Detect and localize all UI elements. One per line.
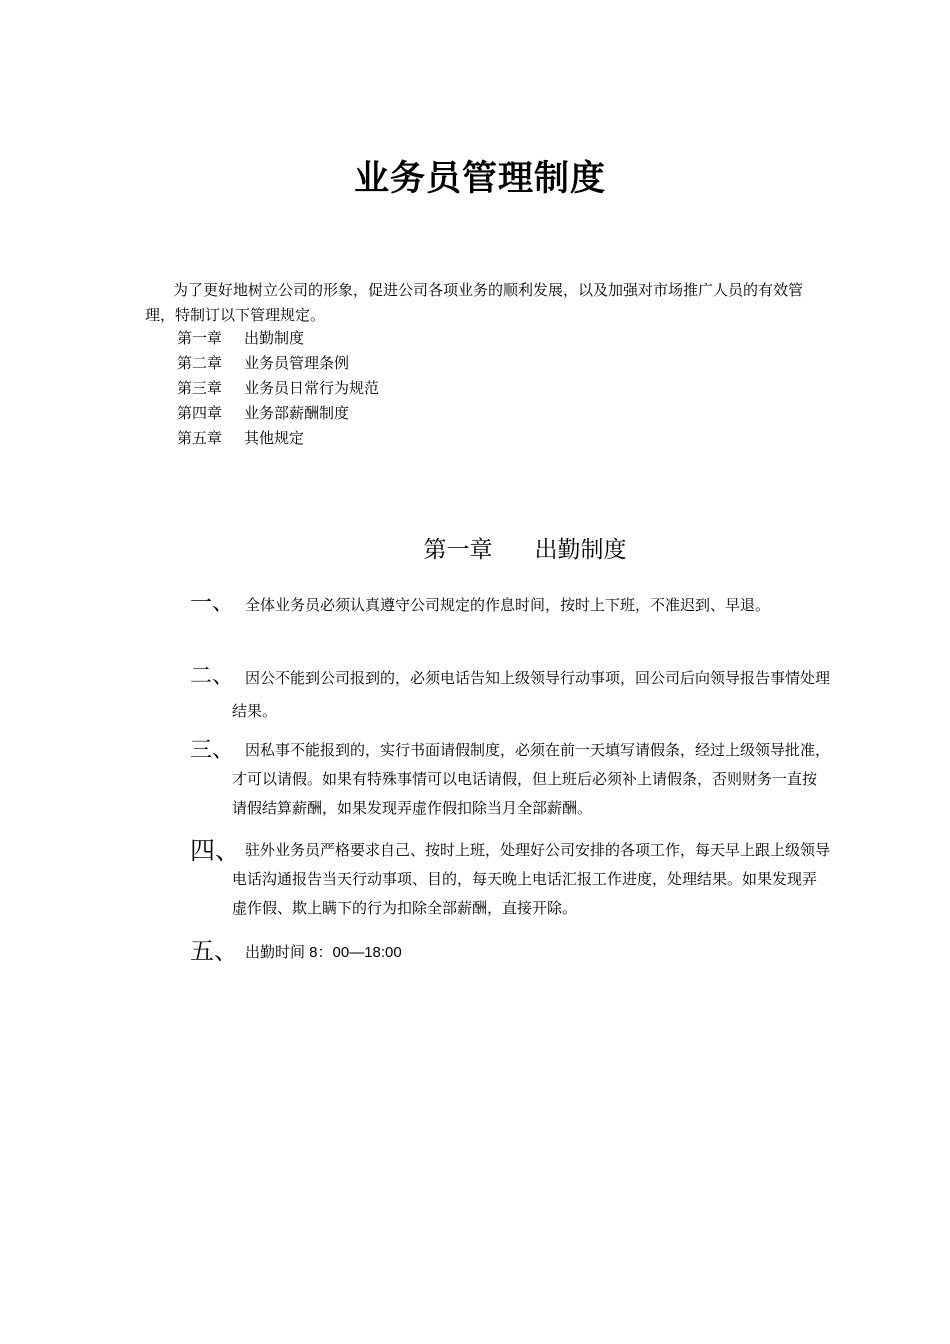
toc-chapter-title: 出勤制度 [244,329,305,347]
clause-item [190,736,830,823]
clause-item [190,662,830,728]
toc-chapter-number: 第五章 [177,429,223,447]
clause-marker: 二、 [190,664,235,689]
chapter-title: 出勤制度 [534,537,627,563]
toc-chapter-title: 业务员日常行为规范 [244,379,380,397]
toc-chapter-number: 第三章 [177,379,223,397]
clause-marker: 三、 [190,738,235,763]
toc-item [177,401,379,426]
toc-item [177,326,379,351]
toc-chapter-title: 业务员管理条例 [244,354,350,372]
clause-marker: 四、 [190,836,241,865]
table-of-contents [177,326,379,451]
clause-text: 因公不能到公司报到的，必须电话告知上级领导行动事项，回公司后向领导报告事情处理结果。 [232,669,831,720]
clause-item [190,936,830,969]
clause-marker: 五、 [190,937,238,965]
toc-chapter-number: 第一章 [177,329,223,347]
chapter-heading [0,532,950,568]
clause-marker: 一、 [190,591,235,616]
clause-item [190,589,830,622]
clause-text: 出勤时间 8：00—18:00 [245,944,402,961]
toc-chapter-number: 第二章 [177,354,223,372]
clause-text: 驻外业务员严格要求自己、按时上班，处理好公司安排的各项工作，每天早上跟上级领导电话沟通报告当天行动事项、目的，每天晚上电话汇报工作进度，处理结果。如果发现弄虚作假、欺上瞒下的行为扣除全部薪酬，直接开除。 [232,841,831,917]
toc-item [177,351,379,376]
clause-text: 因私事不能报到的，实行书面请假制度，必须在前一天填写请假条，经过上级领导批准，才可以请假。如果有特殊事情可以电话请假，但上班后必须补上请假条，否则财务一直按请假结算薪酬，如果发现弄虚作假扣除当月全部薪酬。 [232,741,831,817]
document-title: 业务员管理制度 [353,159,606,199]
clause-item [190,836,830,923]
chapter-number: 第一章 [423,537,493,563]
intro-paragraph: 为了更好地树立公司的形象，促进公司各项业务的顺利发展，以及加强对市场推广人员的有效管理，特制订以下管理规定。 [145,281,804,324]
clause-text: 全体业务员必须认真遵守公司规定的作息时间，按时上下班，不准迟到、早退。 [245,596,771,614]
toc-item [177,376,379,401]
toc-chapter-number: 第四章 [177,404,223,422]
toc-item [177,426,379,451]
toc-chapter-title: 其他规定 [244,429,305,447]
toc-chapter-title: 业务部薪酬制度 [244,404,350,422]
